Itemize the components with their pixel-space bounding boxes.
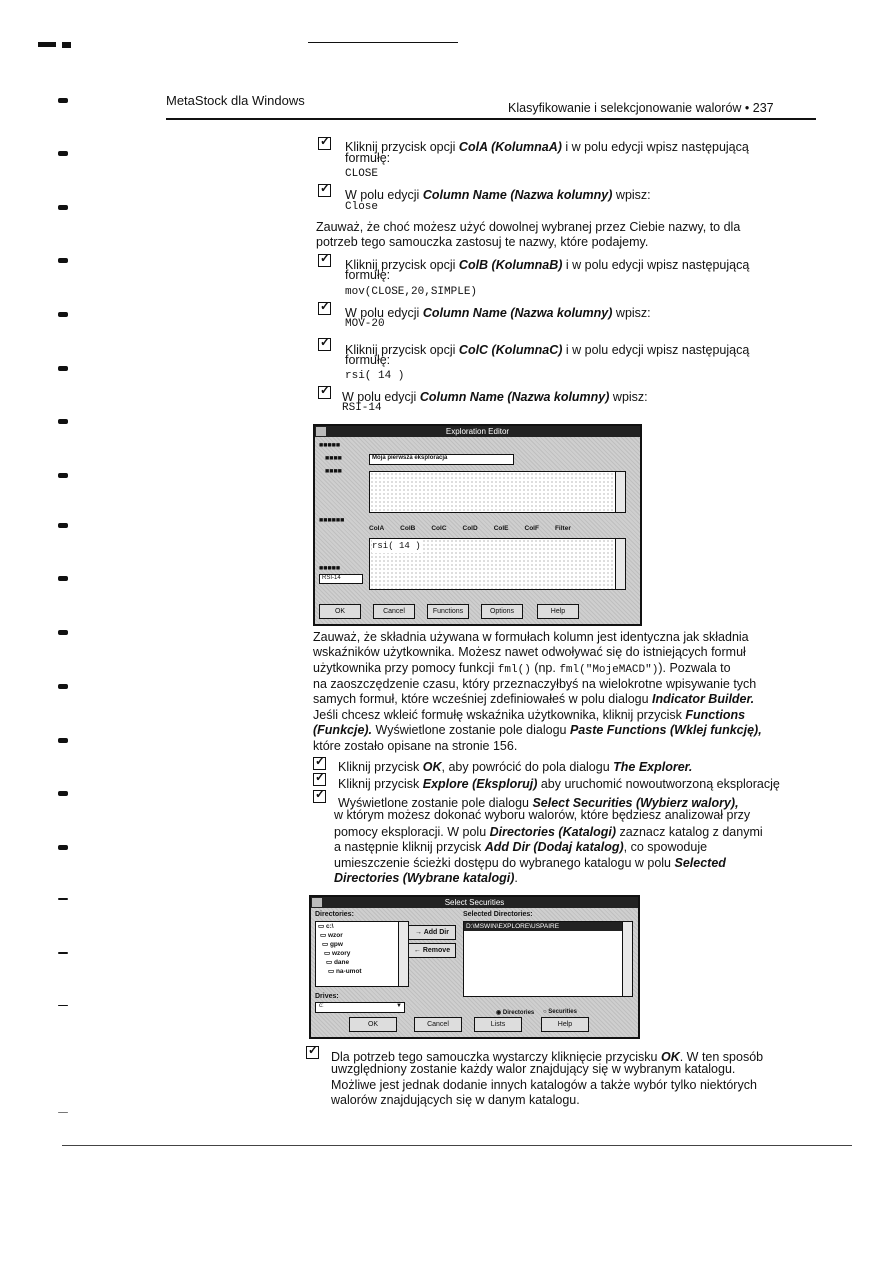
binding-mark: [58, 952, 68, 954]
binding-mark: [58, 205, 68, 210]
columns-label: ■■■■■■: [319, 517, 345, 524]
radio-cold[interactable]: ColD: [462, 525, 478, 532]
folder-icon: ▭: [328, 968, 336, 975]
tree-item[interactable]: ▭ wzor: [320, 932, 343, 939]
directories-radio[interactable]: ◉ Directories: [496, 1010, 535, 1016]
step-text: W polu edycji Column Name (Nazwa kolumny) wpisz:: [342, 390, 648, 404]
radio-filter[interactable]: Filter: [554, 525, 571, 532]
checkbox-icon: [318, 137, 331, 150]
formula-textarea[interactable]: rsi( 14 ): [369, 538, 617, 590]
running-header-left: MetaStock dla Windows: [166, 93, 305, 108]
general-label: ■■■■■: [319, 442, 341, 449]
selected-directories-list[interactable]: [463, 921, 625, 997]
final-text: Dla potrzeb tego samouczka wystarczy kliknięcie przycisku OK. W ten sposób: [331, 1050, 764, 1064]
code-sample: Close: [345, 201, 379, 213]
tree-item[interactable]: ▭ dane: [326, 959, 350, 966]
step-text: Directories (Wybrane katalogi).: [334, 871, 518, 885]
binding-mark: [58, 791, 68, 796]
radio-cole[interactable]: ColE: [493, 525, 509, 532]
binding-mark: [58, 576, 68, 581]
notes-scrollbar[interactable]: [615, 471, 626, 513]
chevron-down-icon: ▼: [396, 1003, 402, 1009]
checkbox-icon: [313, 773, 326, 786]
dialog-title: Exploration Editor: [315, 426, 640, 437]
step-text-line2: formułę:: [345, 268, 391, 282]
system-menu-icon[interactable]: [316, 427, 326, 436]
checkbox-icon: [318, 338, 331, 351]
ok-button[interactable]: OK: [319, 604, 361, 619]
step-text: pomocy eksploracji. W polu Directories (Katalogi) zaznacz katalog z danymi: [334, 825, 763, 839]
para-line: Zauważ, że składnia używana w formułach kolumn jest identyczna jak składnia: [313, 630, 749, 644]
checkbox-icon: [318, 302, 331, 315]
folder-open-icon: ▭: [320, 932, 328, 939]
running-header-right: Klasyfikowanie i selekcjonowanie walorów • 237: [508, 101, 774, 115]
binding-mark: [58, 151, 68, 156]
radio-colc[interactable]: ColC: [431, 525, 447, 532]
binding-mark: [58, 98, 68, 103]
step-text: Kliknij przycisk Explore (Eksploruj) aby uruchomić nowoutworzoną eksplorację: [338, 777, 780, 791]
securities-radio[interactable]: ○ Securities: [543, 1009, 577, 1015]
drive-select[interactable]: c: ▼: [315, 1002, 405, 1013]
para-line: (Funkcje). Wyświetlone zostanie pole dialogu Paste Functions (Wklej funkcję),: [313, 723, 762, 737]
ok-button[interactable]: OK: [349, 1017, 397, 1032]
name-label: ■■■■: [325, 455, 342, 462]
binding-mark: [58, 258, 68, 263]
arrow-left-icon: ←: [413, 947, 423, 954]
system-menu-icon[interactable]: [312, 898, 322, 907]
folder-open-icon: ▭: [326, 959, 334, 966]
binding-mark: [58, 419, 68, 424]
final-text: walorów znajdujących się w danym katalogu.: [331, 1093, 580, 1107]
selected-scrollbar[interactable]: [622, 921, 633, 997]
drives-label: Drives:: [315, 993, 339, 1000]
notes-textarea[interactable]: [369, 471, 617, 513]
step-text: W polu edycji Column Name (Nazwa kolumny) wpisz:: [345, 306, 651, 320]
name-input[interactable]: Moja pierwsza eksploracja: [369, 454, 514, 465]
code-sample: CLOSE: [345, 168, 379, 180]
para-line: które zostało opisane na stronie 156.: [313, 739, 518, 753]
step-text: Kliknij przycisk opcji ColA (KolumnaA) i w polu edycji wpisz następującą: [345, 140, 749, 154]
note-line: potrzeb tego samouczka zastosuj te nazwy, które podajemy.: [316, 235, 649, 249]
step-text: Kliknij przycisk opcji ColC (KolumnaC) i w polu edycji wpisz następującą: [345, 343, 750, 357]
arrow-right-icon: →: [415, 929, 424, 936]
directory-tree[interactable]: [315, 921, 401, 987]
step-text: Wyświetlone zostanie pole dialogu Select Securities (Wybierz walory),: [338, 796, 739, 810]
cancel-button[interactable]: Cancel: [414, 1017, 462, 1032]
checkbox-icon: [318, 254, 331, 267]
checkbox-icon: [313, 790, 326, 803]
select-securities-dialog: [309, 895, 640, 1039]
code-sample: RSI-14: [342, 402, 382, 414]
top-rule: [308, 42, 458, 43]
para-line: na zaoszczędzenie czasu, który przeznaczyłbyś na wielokrotne wpisywanie tych: [313, 677, 757, 691]
functions-button[interactable]: Functions: [427, 604, 469, 619]
folder-open-icon: ▭: [324, 950, 332, 957]
binding-mark: [58, 630, 68, 635]
bottom-rule: [62, 1145, 852, 1146]
tree-item[interactable]: ▭ na-umot: [328, 968, 362, 975]
para-line: użytkownika przy pomocy funkcji fml() (np. fml("MojeMACD")). Pozwala to: [313, 661, 731, 676]
step-text: W polu edycji Column Name (Nazwa kolumny) wpisz:: [345, 188, 651, 202]
code-sample: rsi( 14 ): [345, 370, 405, 382]
folder-open-icon: ▭: [322, 941, 330, 948]
corner-mark: [38, 42, 56, 47]
code-sample: mov(CLOSE,20,SIMPLE): [345, 286, 478, 298]
exploration-editor-dialog: [313, 424, 642, 626]
binding-mark: [58, 366, 68, 371]
note-line: Zauważ, że choć możesz użyć dowolnej wybranej przez Ciebie nazwy, to dla: [316, 220, 741, 234]
checkbox-icon: [306, 1046, 319, 1059]
checkbox-icon: [318, 386, 331, 399]
code-sample: MOV-20: [345, 318, 385, 330]
add-dir-button[interactable]: → Add Dir: [408, 925, 456, 940]
directories-label: Directories:: [315, 911, 354, 918]
tree-item[interactable]: ▭ c:\: [318, 923, 334, 930]
cancel-button[interactable]: Cancel: [373, 604, 415, 619]
help-button[interactable]: Help: [541, 1017, 589, 1032]
binding-mark: [58, 845, 68, 850]
column-radio-row: [369, 525, 624, 535]
col-name-label: ■■■■■: [319, 565, 341, 572]
folder-open-icon: ▭: [318, 923, 326, 930]
dialog-title: Select Securities: [311, 897, 638, 908]
checkbox-icon: [313, 757, 326, 770]
binding-mark: [58, 1112, 68, 1113]
step-text: Kliknij przycisk OK, aby powrócić do pola dialogu The Explorer.: [338, 760, 693, 774]
step-text: w którym możesz dokonać wyboru walorów, które będziesz analizował przy: [334, 808, 751, 822]
binding-mark: [58, 898, 68, 900]
tree-item[interactable]: ▭ gpw: [322, 941, 343, 948]
corner-mark: [62, 42, 71, 48]
header-rule: [166, 118, 816, 120]
step-text: umieszczenie ścieżki dostępu do wybranego katalogu w polu Selected: [334, 856, 726, 870]
notes-label: ■■■■: [325, 468, 342, 475]
checkbox-icon: [318, 184, 331, 197]
help-button[interactable]: Help: [537, 604, 579, 619]
final-text: uwzględniony zostanie każdy walor znajdujący się w wybranym katalogu.: [331, 1062, 736, 1076]
radio-colf[interactable]: ColF: [524, 525, 539, 532]
col-name-input[interactable]: RSI-14: [319, 574, 363, 584]
remove-button[interactable]: ← Remove: [408, 943, 456, 958]
step-text-line2: formułę:: [345, 151, 391, 165]
selected-directory-item[interactable]: D:\MSWIN\EXPLORE\USPAIRE: [464, 922, 624, 931]
binding-mark: [58, 1005, 68, 1006]
tree-item[interactable]: ▭ wzory: [324, 950, 351, 957]
options-button[interactable]: Options: [481, 604, 523, 619]
lists-button[interactable]: Lists: [474, 1017, 522, 1032]
step-text: Kliknij przycisk opcji ColB (KolumnaB) i w polu edycji wpisz następującą: [345, 258, 750, 272]
radio-colb[interactable]: ColB: [400, 525, 416, 532]
para-line: wskaźników użytkownika. Możesz nawet odwoływać się do istniejących formuł: [313, 645, 746, 659]
radio-cola[interactable]: ColA: [369, 525, 385, 532]
selected-directories-label: Selected Directories:: [463, 911, 533, 918]
para-line: Jeśli chcesz wkleić formułę wskaźnika użytkownika, kliknij przycisk Functions: [313, 708, 746, 722]
binding-mark: [58, 684, 68, 689]
binding-mark: [58, 738, 68, 743]
final-text: Możliwe jest jednak dodanie innych katalogów a także wybór tylko niektórych: [331, 1078, 757, 1092]
binding-mark: [58, 312, 68, 317]
para-line: samych formuł, które wcześniej zdefiniowałeś w polu dialogu Indicator Builder.: [313, 692, 755, 706]
step-text: a następnie kliknij przycisk Add Dir (Dodaj katalog), co spowoduje: [334, 840, 708, 854]
step-text-line2: formułę:: [345, 353, 391, 367]
binding-mark: [58, 473, 68, 478]
binding-mark: [58, 523, 68, 528]
formula-scrollbar[interactable]: [615, 538, 626, 590]
